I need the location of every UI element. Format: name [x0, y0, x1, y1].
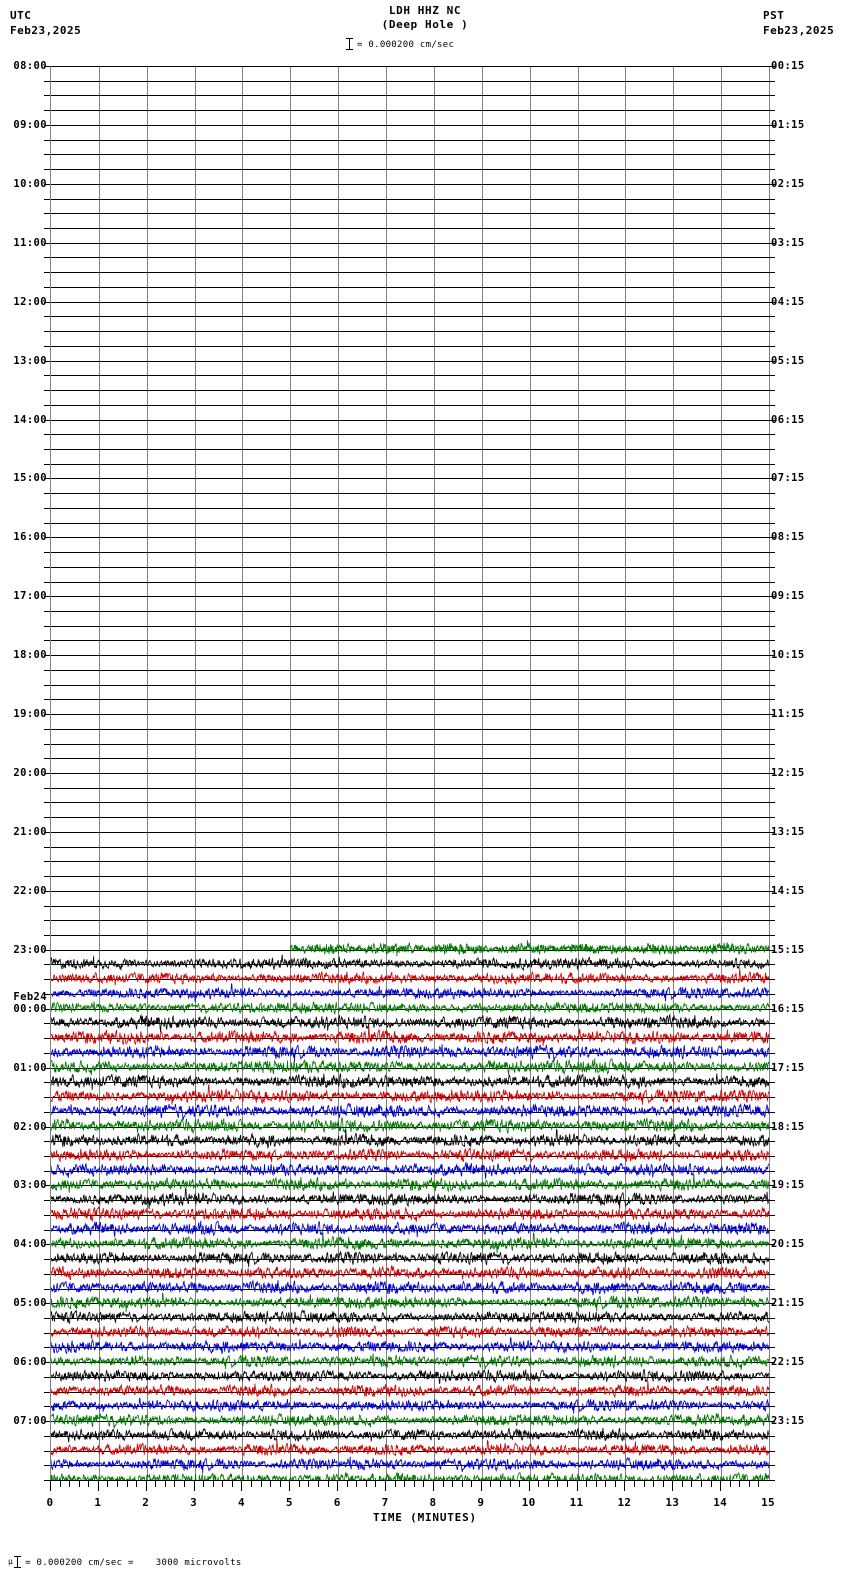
- axis-tick-right: [769, 523, 775, 524]
- axis-tick-right: [769, 685, 775, 686]
- utc-hour-label: 01:00: [13, 1062, 47, 1074]
- axis-tick-right: [769, 331, 775, 332]
- axis-tick-right: [769, 434, 775, 435]
- axis-tick-right: [769, 1465, 775, 1466]
- minute-tick-label: 15: [761, 1496, 775, 1509]
- pst-hour-label: 07:15: [771, 472, 805, 484]
- scale-bar-icon: [345, 38, 354, 50]
- axis-tick-left: [44, 110, 50, 111]
- axis-tick-left: [44, 199, 50, 200]
- axis-tick-left: [44, 1023, 50, 1024]
- axis-tick-left: [44, 1451, 50, 1452]
- axis-tick-right: [769, 1097, 775, 1098]
- axis-tick-left: [44, 1112, 50, 1113]
- minute-tick-label: 14: [713, 1496, 728, 1509]
- axis-tick-right: [769, 1377, 775, 1378]
- axis-tick-left: [44, 1097, 50, 1098]
- axis-tick-right: [769, 1053, 775, 1054]
- minute-tick-label: 2: [142, 1496, 150, 1509]
- axis-tick-left: [44, 1465, 50, 1466]
- header-right-timezone-block: [763, 8, 834, 38]
- utc-hour-label: 20:00: [13, 767, 47, 779]
- axis-tick-left: [44, 81, 50, 82]
- day-change-label: Feb24: [13, 991, 47, 1003]
- axis-tick-right: [769, 552, 775, 553]
- axis-tick-right: [769, 876, 775, 877]
- seismic-trace: [51, 1382, 769, 1398]
- axis-tick-left: [44, 287, 50, 288]
- axis-tick-right: [769, 1480, 775, 1481]
- seismic-trace: [51, 1163, 769, 1179]
- axis-tick-left: [44, 847, 50, 848]
- axis-tick-left: [44, 493, 50, 494]
- seismic-trace: [51, 1354, 769, 1370]
- axis-tick-left: [44, 861, 50, 862]
- axis-tick-right: [769, 640, 775, 641]
- pst-hour-label: 22:15: [771, 1356, 805, 1368]
- seismic-trace: [51, 1148, 769, 1162]
- axis-tick-right: [769, 1274, 775, 1275]
- seismic-trace: [51, 1001, 769, 1013]
- seismic-trace: [51, 1233, 769, 1254]
- axis-tick-right: [769, 994, 775, 995]
- seismic-trace: [51, 1428, 769, 1443]
- seismic-trace: [51, 1266, 769, 1281]
- axis-tick-right: [769, 464, 775, 465]
- station-channel-label: LDH HHZ NC: [388, 4, 462, 17]
- left-timezone-label: UTC: [10, 9, 32, 22]
- axis-tick-right: [769, 567, 775, 568]
- axis-tick-left: [44, 567, 50, 568]
- utc-hour-label: 15:00: [13, 472, 47, 484]
- axis-tick-right: [769, 1200, 775, 1201]
- utc-hour-label: 08:00: [13, 60, 47, 72]
- utc-hour-label: 18:00: [13, 649, 47, 661]
- helicorder-plot-area[interactable]: [50, 66, 770, 1480]
- minute-tick-label: 1: [94, 1496, 102, 1509]
- utc-hour-label: 19:00: [13, 708, 47, 720]
- axis-tick-right: [769, 81, 775, 82]
- axis-tick-left: [44, 331, 50, 332]
- axis-tick-right: [769, 1038, 775, 1039]
- axis-tick-left: [44, 906, 50, 907]
- utc-hour-label: 22:00: [13, 885, 47, 897]
- axis-tick-left: [44, 920, 50, 921]
- pst-hour-label: 17:15: [771, 1062, 805, 1074]
- pst-hour-label: 09:15: [771, 590, 805, 602]
- axis-tick-left: [44, 802, 50, 803]
- utc-hour-label: 16:00: [13, 531, 47, 543]
- pst-hour-label: 14:15: [771, 885, 805, 897]
- seismic-trace: [51, 1118, 769, 1133]
- right-date-label: Feb23,2025: [763, 24, 835, 37]
- axis-tick-right: [769, 213, 775, 214]
- axis-tick-right: [769, 405, 775, 406]
- axis-tick-left: [44, 1230, 50, 1231]
- utc-hour-label: 03:00: [13, 1179, 47, 1191]
- right-timezone-label: PST: [763, 9, 785, 22]
- axis-tick-right: [769, 1082, 775, 1083]
- axis-tick-right: [769, 979, 775, 980]
- axis-tick-right: [769, 1392, 775, 1393]
- minute-tick-label: 9: [477, 1496, 485, 1509]
- axis-tick-left: [44, 964, 50, 965]
- axis-tick-left: [44, 1406, 50, 1407]
- axis-tick-left: [44, 1156, 50, 1157]
- pst-hour-label: 16:15: [771, 1003, 805, 1015]
- minute-tick-label: 10: [521, 1496, 536, 1509]
- axis-tick-left: [44, 1215, 50, 1216]
- axis-tick-left: [44, 375, 50, 376]
- axis-tick-right: [769, 1406, 775, 1407]
- axis-tick-left: [44, 1259, 50, 1260]
- axis-tick-left: [44, 788, 50, 789]
- axis-tick-right: [769, 390, 775, 391]
- footer-scale-note: [8, 1556, 242, 1568]
- axis-tick-left: [44, 729, 50, 730]
- seismic-trace: [51, 1130, 769, 1149]
- seismic-trace: [51, 1439, 769, 1456]
- axis-tick-right: [769, 1451, 775, 1452]
- pst-hour-label: 06:15: [771, 414, 805, 426]
- axis-tick-left: [44, 1318, 50, 1319]
- axis-tick-left: [44, 464, 50, 465]
- minutes-axis-ticks: [50, 1480, 768, 1496]
- utc-hour-label: 17:00: [13, 590, 47, 602]
- axis-tick-left: [44, 1200, 50, 1201]
- pst-hour-label: 13:15: [771, 826, 805, 838]
- utc-hour-label: 02:00: [13, 1121, 47, 1133]
- axis-tick-right: [769, 154, 775, 155]
- seismic-trace: [51, 1325, 769, 1339]
- axis-tick-left: [44, 346, 50, 347]
- axis-tick-right: [769, 758, 775, 759]
- axis-tick-right: [769, 817, 775, 818]
- minute-tick-label: 7: [381, 1496, 389, 1509]
- minute-tick-label: 5: [285, 1496, 293, 1509]
- seismic-trace: [51, 1310, 769, 1323]
- axis-tick-right: [769, 199, 775, 200]
- seismic-trace: [51, 955, 769, 971]
- seismic-trace: [51, 1015, 769, 1032]
- minute-tick-label: 4: [237, 1496, 245, 1509]
- axis-tick-right: [769, 861, 775, 862]
- left-date-label: Feb23,2025: [10, 24, 82, 37]
- axis-tick-left: [44, 213, 50, 214]
- axis-tick-left: [44, 523, 50, 524]
- minute-tick-label: 3: [190, 1496, 198, 1509]
- axis-tick-left: [44, 1289, 50, 1290]
- axis-tick-left: [44, 979, 50, 980]
- axis-tick-right: [769, 935, 775, 936]
- seismic-trace: [51, 1085, 769, 1105]
- seismic-trace: [51, 1221, 769, 1237]
- axis-tick-left: [44, 169, 50, 170]
- axis-tick-right: [769, 1171, 775, 1172]
- axis-tick-right: [769, 375, 775, 376]
- footer-scale-bar-icon: [13, 1556, 22, 1568]
- axis-tick-right: [769, 1230, 775, 1231]
- pst-hour-label: 08:15: [771, 531, 805, 543]
- header-title-block: [0, 4, 850, 32]
- axis-tick-right: [769, 1347, 775, 1348]
- axis-tick-right: [769, 788, 775, 789]
- axis-tick-right: [769, 964, 775, 965]
- axis-tick-right: [769, 1259, 775, 1260]
- micro-symbol: μ: [8, 1557, 14, 1566]
- pst-hour-label: 03:15: [771, 237, 805, 249]
- axis-tick-right: [769, 1289, 775, 1290]
- axis-tick-left: [44, 257, 50, 258]
- axis-tick-left: [44, 758, 50, 759]
- axis-tick-left: [44, 1053, 50, 1054]
- axis-tick-left: [44, 1392, 50, 1393]
- axis-tick-right: [769, 626, 775, 627]
- axis-tick-left: [44, 1274, 50, 1275]
- axis-tick-right: [769, 346, 775, 347]
- axis-tick-left: [44, 1436, 50, 1437]
- pst-hour-label: 19:15: [771, 1179, 805, 1191]
- utc-hour-label: 00:00: [13, 1003, 47, 1015]
- pst-hour-label: 18:15: [771, 1121, 805, 1133]
- minute-tick-label: 8: [429, 1496, 437, 1509]
- axis-tick-left: [44, 1347, 50, 1348]
- footer-text-b: 3000 microvolts: [155, 1558, 242, 1568]
- axis-tick-left: [44, 1141, 50, 1142]
- pst-hour-label: 21:15: [771, 1297, 805, 1309]
- axis-tick-left: [44, 670, 50, 671]
- utc-hour-label: 10:00: [13, 178, 47, 190]
- axis-tick-left: [44, 935, 50, 936]
- axis-tick-left: [44, 626, 50, 627]
- axis-tick-left: [44, 95, 50, 96]
- axis-tick-right: [769, 228, 775, 229]
- axis-tick-right: [769, 582, 775, 583]
- pst-hour-label: 15:15: [771, 944, 805, 956]
- pst-hour-label: 02:15: [771, 178, 805, 190]
- seismic-trace: [51, 1338, 769, 1354]
- axis-tick-right: [769, 493, 775, 494]
- axis-tick-right: [769, 699, 775, 700]
- utc-hour-label: 11:00: [13, 237, 47, 249]
- amplitude-scale-legend: [345, 38, 454, 50]
- seismic-trace: [51, 1413, 769, 1428]
- seismic-trace: [290, 940, 769, 956]
- axis-tick-left: [44, 434, 50, 435]
- axis-tick-left: [44, 1038, 50, 1039]
- seismic-trace: [51, 1073, 769, 1090]
- axis-tick-left: [44, 1171, 50, 1172]
- seismic-trace: [51, 1457, 769, 1474]
- axis-tick-left: [44, 552, 50, 553]
- axis-tick-left: [44, 1377, 50, 1378]
- seismic-trace: [51, 984, 769, 1002]
- utc-hour-label: 04:00: [13, 1238, 47, 1250]
- minute-tick-label: 11: [569, 1496, 584, 1509]
- utc-hour-label: 09:00: [13, 119, 47, 131]
- seismic-trace: [51, 1025, 769, 1046]
- utc-hour-label: 14:00: [13, 414, 47, 426]
- seismic-trace: [51, 969, 769, 986]
- axis-tick-right: [769, 1333, 775, 1334]
- utc-hour-label: 12:00: [13, 296, 47, 308]
- axis-tick-right: [769, 670, 775, 671]
- axis-tick-right: [769, 1112, 775, 1113]
- seismic-traces: [51, 66, 769, 1480]
- utc-hour-label: 07:00: [13, 1415, 47, 1427]
- axis-tick-right: [769, 744, 775, 745]
- axis-tick-left: [44, 611, 50, 612]
- pst-hour-label: 05:15: [771, 355, 805, 367]
- utc-hour-label: 06:00: [13, 1356, 47, 1368]
- seismic-trace: [51, 1174, 769, 1193]
- axis-tick-left: [44, 449, 50, 450]
- pst-hour-label: 11:15: [771, 708, 805, 720]
- axis-tick-right: [769, 95, 775, 96]
- axis-tick-right: [769, 1141, 775, 1142]
- seismic-trace: [51, 1044, 769, 1062]
- utc-hour-label: 21:00: [13, 826, 47, 838]
- axis-tick-right: [769, 611, 775, 612]
- axis-tick-left: [44, 1333, 50, 1334]
- scale-legend-text: = 0.000200 cm/sec: [357, 40, 455, 50]
- pst-hour-label: 10:15: [771, 649, 805, 661]
- seismic-trace: [51, 1473, 769, 1481]
- axis-tick-left: [44, 508, 50, 509]
- utc-hour-label: 23:00: [13, 944, 47, 956]
- pst-hour-label: 01:15: [771, 119, 805, 131]
- pst-hour-label: 04:15: [771, 296, 805, 308]
- axis-tick-left: [44, 228, 50, 229]
- axis-tick-left: [44, 744, 50, 745]
- axis-tick-left: [44, 316, 50, 317]
- seismic-trace: [51, 1104, 769, 1121]
- axis-tick-right: [769, 140, 775, 141]
- footer-text-a: = 0.000200 cm/sec =: [25, 1558, 134, 1568]
- axis-tick-right: [769, 316, 775, 317]
- chart-header: [0, 0, 850, 56]
- seismic-trace: [51, 1280, 769, 1295]
- axis-tick-right: [769, 920, 775, 921]
- axis-tick-right: [769, 802, 775, 803]
- axis-tick-right: [769, 110, 775, 111]
- pst-hour-label: 23:15: [771, 1415, 805, 1427]
- axis-tick-right: [769, 1023, 775, 1024]
- axis-tick-left: [44, 876, 50, 877]
- seismic-trace: [51, 1188, 769, 1209]
- pst-hour-label: 20:15: [771, 1238, 805, 1250]
- seismic-trace: [51, 1293, 769, 1312]
- site-name-label: (Deep Hole ): [381, 18, 469, 31]
- minute-tick-label: 12: [617, 1496, 632, 1509]
- seismic-trace: [51, 1369, 769, 1384]
- axis-tick-right: [769, 847, 775, 848]
- minute-tick-label: 6: [333, 1496, 341, 1509]
- axis-tick-right: [769, 1156, 775, 1157]
- axis-tick-right: [769, 287, 775, 288]
- axis-tick-left: [44, 272, 50, 273]
- seismic-trace: [51, 1252, 769, 1268]
- axis-tick-right: [769, 1436, 775, 1437]
- axis-tick-left: [44, 699, 50, 700]
- axis-tick-right: [769, 272, 775, 273]
- axis-tick-right: [769, 508, 775, 509]
- axis-tick-left: [44, 685, 50, 686]
- axis-tick-left: [44, 1082, 50, 1083]
- axis-tick-left: [44, 405, 50, 406]
- axis-tick-right: [769, 729, 775, 730]
- seismic-trace: [51, 1207, 769, 1222]
- axis-tick-right: [769, 257, 775, 258]
- x-axis-title: TIME (MINUTES): [373, 1511, 477, 1524]
- seismic-trace: [51, 1398, 769, 1413]
- axis-tick-right: [769, 906, 775, 907]
- axis-tick-right: [769, 449, 775, 450]
- seismic-trace: [51, 1058, 769, 1075]
- utc-hour-label: 05:00: [13, 1297, 47, 1309]
- pst-hour-label: 12:15: [771, 767, 805, 779]
- axis-tick-right: [769, 1215, 775, 1216]
- axis-tick-left: [44, 390, 50, 391]
- axis-tick-left: [44, 582, 50, 583]
- axis-tick-right: [769, 1318, 775, 1319]
- axis-tick-left: [44, 140, 50, 141]
- pst-hour-label: 00:15: [771, 60, 805, 72]
- minute-tick-label: 0: [46, 1496, 54, 1509]
- axis-tick-left: [44, 154, 50, 155]
- minute-tick-label: 13: [665, 1496, 680, 1509]
- axis-tick-left: [44, 640, 50, 641]
- utc-hour-label: 13:00: [13, 355, 47, 367]
- axis-tick-left: [44, 817, 50, 818]
- axis-tick-right: [769, 169, 775, 170]
